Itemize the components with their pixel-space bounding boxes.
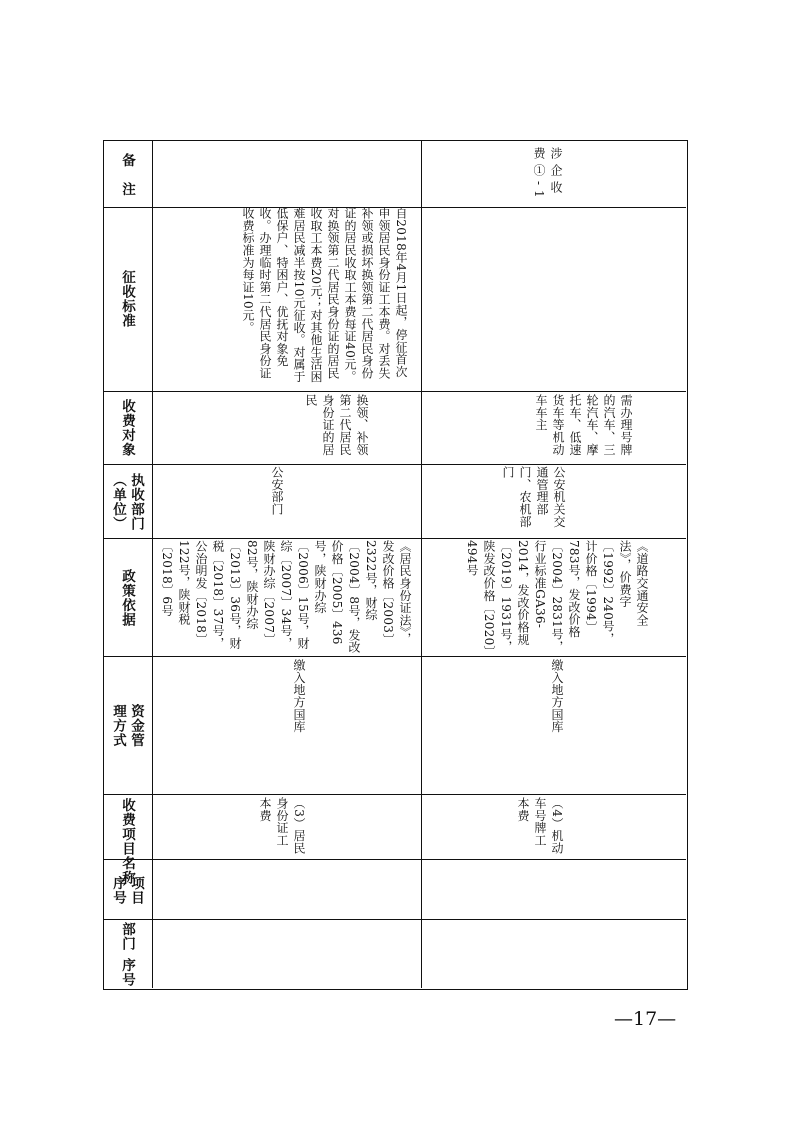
header-policy: 政策依据 <box>119 569 135 627</box>
row1-standard: 自2018年4月1日起，停征首次申领居民身份证工本费。对丢失补领或损坏换领第二代居民身份证的居民收取工本费每证40元。对换领第二代居民身份证的居民收取工本费20元；对其他生活困难居民减半按10元征收。对属于低保户、特困户、优抚对象免收。办理临时第二代居民身份证收费标准为每证10元。 <box>241 207 408 383</box>
column-divider <box>104 464 686 465</box>
column-divider <box>104 538 686 539</box>
page-number: —17— <box>614 1008 677 1030</box>
column-divider <box>104 391 686 392</box>
header-collector: 执收部门 （单位） <box>110 473 144 531</box>
row2-target: 需办理号牌的汽车、三轮汽车、摩托车、低速货车等机动车车主 <box>534 394 633 456</box>
header-standard: 征收标准 <box>119 270 135 328</box>
row1-item-name: （3）居民身份证工本费 <box>258 797 306 855</box>
row2-note: 涉企收费①-1 <box>532 147 563 203</box>
header-target: 收费对象 <box>119 399 135 457</box>
column-divider <box>104 919 686 920</box>
column-divider <box>104 656 686 657</box>
header-note: 备 注 <box>119 153 135 197</box>
row-divider <box>421 141 422 988</box>
row2-item-name: （4）机动车号牌工本费 <box>516 797 564 855</box>
row1-fund-mode: 缴入地方国库 <box>292 659 306 733</box>
header-item-name: 收费项目名称 <box>119 798 135 885</box>
row1-collector: 公安部门 <box>270 466 284 516</box>
column-divider <box>104 859 686 860</box>
row-divider <box>152 141 153 988</box>
row2-policy: 《道路交通安全法》，价费字〔1992〕240号，计价格〔1994〕783号，发改价格〔2004〕2831号，行业标准GA36-2014，发改价格规〔2019〕1931号，陕发改价格〔2020〕494号 <box>465 540 649 653</box>
header-dept: 部门 <box>119 921 135 951</box>
row1-policy: 《居民身份证法》，发改价格〔2003〕2322号，财综〔2004〕8号，发改价格〔2005〕436号，陕财办综〔2006〕15号，财综〔2007〕34号，陕财办综〔2007〕82号，陕财办综〔2013〕36号，财税〔2018〕37号，公治明发〔2018〕122号，陕财税〔2018〕6号 <box>160 540 412 654</box>
header-fund-mode: 资金管 理方式 <box>110 704 144 748</box>
row2-fund-mode: 缴入地方国库 <box>550 659 564 733</box>
fee-table <box>103 140 688 990</box>
column-divider <box>104 794 686 795</box>
header-item-no: 项目 序号 <box>110 875 144 905</box>
row2-collector: 公安机关交通管理部门、农机部门 <box>501 466 566 528</box>
header-index: 序号 <box>119 957 135 987</box>
row1-target: 换领、补领第二代居民身份证的居民 <box>304 394 369 456</box>
